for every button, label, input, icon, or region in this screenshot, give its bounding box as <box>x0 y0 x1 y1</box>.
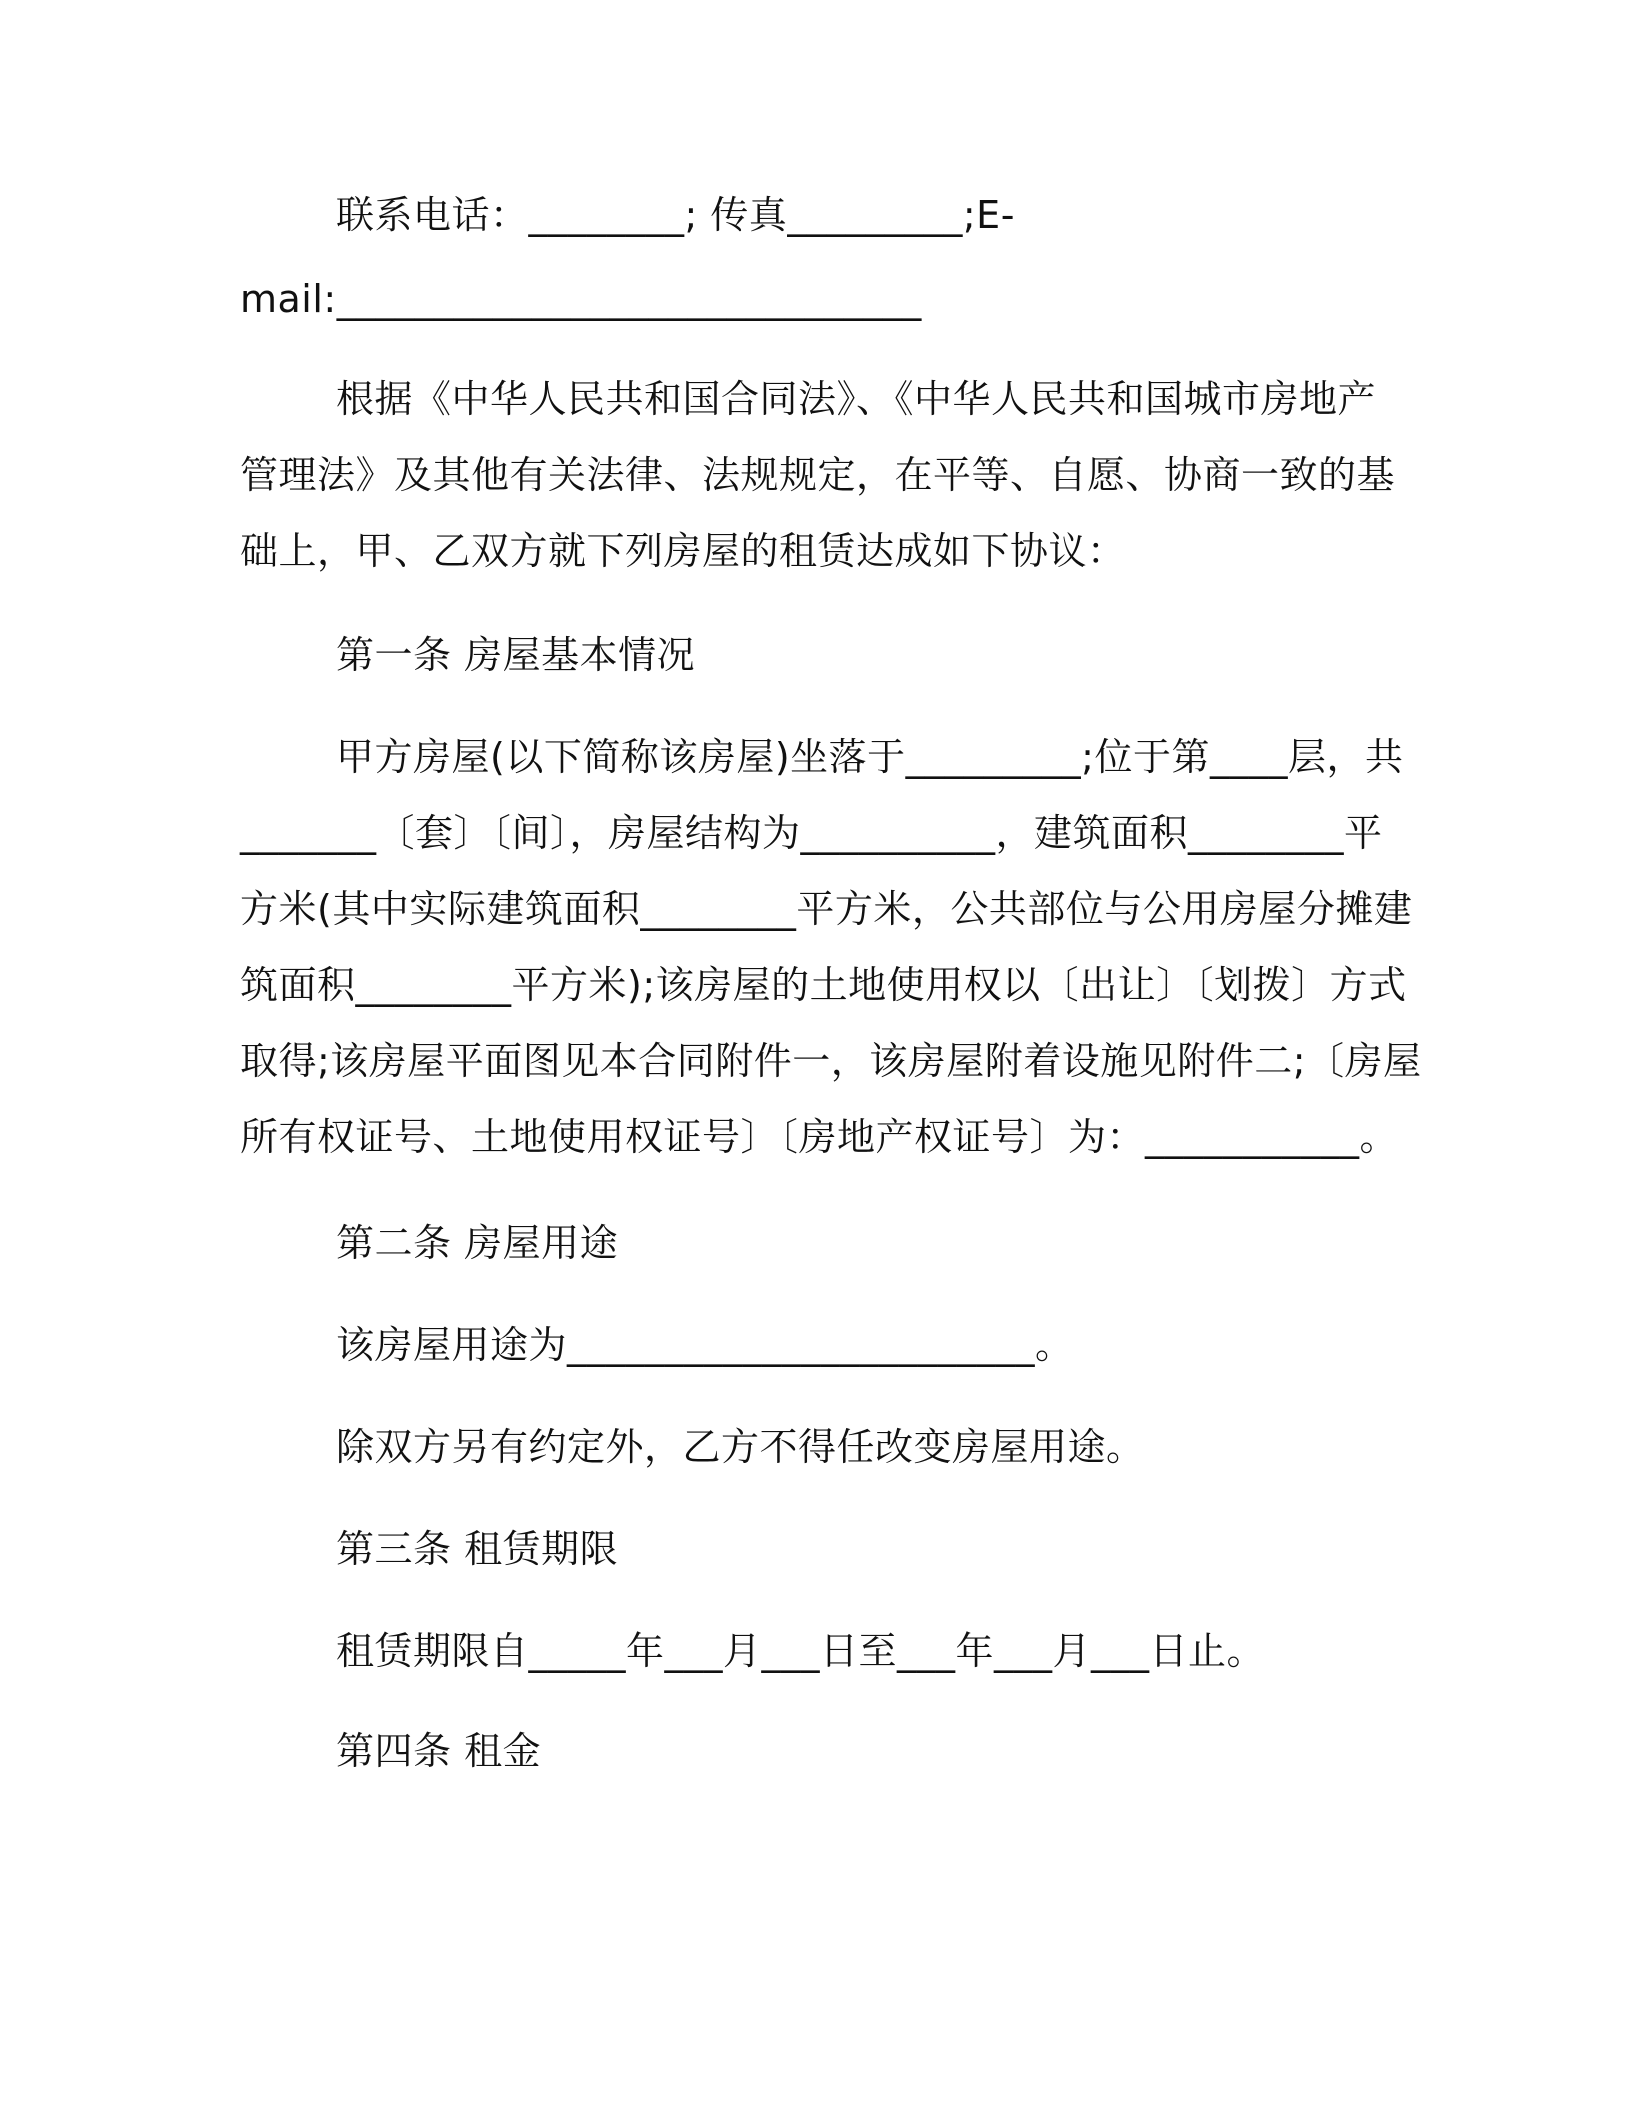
section-2-line-2: 除双方另有约定外，乙方不得任改变房屋用途。 <box>336 1425 1145 1469</box>
section-1-heading: 第一条 房屋基本情况 <box>336 633 696 677</box>
intro-paragraph-line-3: 础上，甲、乙双方就下列房屋的租赁达成如下协议： <box>240 529 1126 573</box>
section-1-line-5: 取得;该房屋平面图见本合同附件一，该房屋附着设施见附件二;〔房屋 <box>240 1039 1422 1083</box>
intro-paragraph-line-1: 根据《中华人民共和国合同法》、《中华人民共和国城市房地产 <box>336 377 1377 421</box>
section-1-line-1: 甲方房屋(以下简称该房屋)坐落于_________;位于第____层，共 <box>336 735 1404 779</box>
intro-paragraph-line-2: 管理法》及其他有关法律、法规规定，在平等、自愿、协商一致的基 <box>240 453 1396 497</box>
section-1-line-3: 方米(其中实际建筑面积________平方米，公共部位与公用房屋分摊建 <box>240 887 1413 931</box>
section-3-line-1: 租赁期限自_____年___月___日至___年___月___日止。 <box>336 1629 1266 1673</box>
section-1-line-4: 筑面积________平方米);该房屋的土地使用权以〔出让〕〔划拨〕方式 <box>240 963 1407 1007</box>
section-2-line-1: 该房屋用途为________________________。 <box>336 1323 1074 1367</box>
section-4-heading: 第四条 租金 <box>336 1729 542 1773</box>
section-1-line-2: _______〔套〕〔间〕，房屋结构为__________，建筑面积________平 <box>240 811 1383 855</box>
section-1-line-6: 所有权证号、土地使用权证号〕〔房地产权证号〕为：___________。 <box>240 1115 1399 1159</box>
section-3-heading: 第三条 租赁期限 <box>336 1527 619 1571</box>
section-2-heading: 第二条 房屋用途 <box>336 1221 619 1265</box>
contact-line: 联系电话：________; 传真_________;E- <box>336 193 1015 237</box>
email-line: mail:______________________________ <box>240 277 922 321</box>
